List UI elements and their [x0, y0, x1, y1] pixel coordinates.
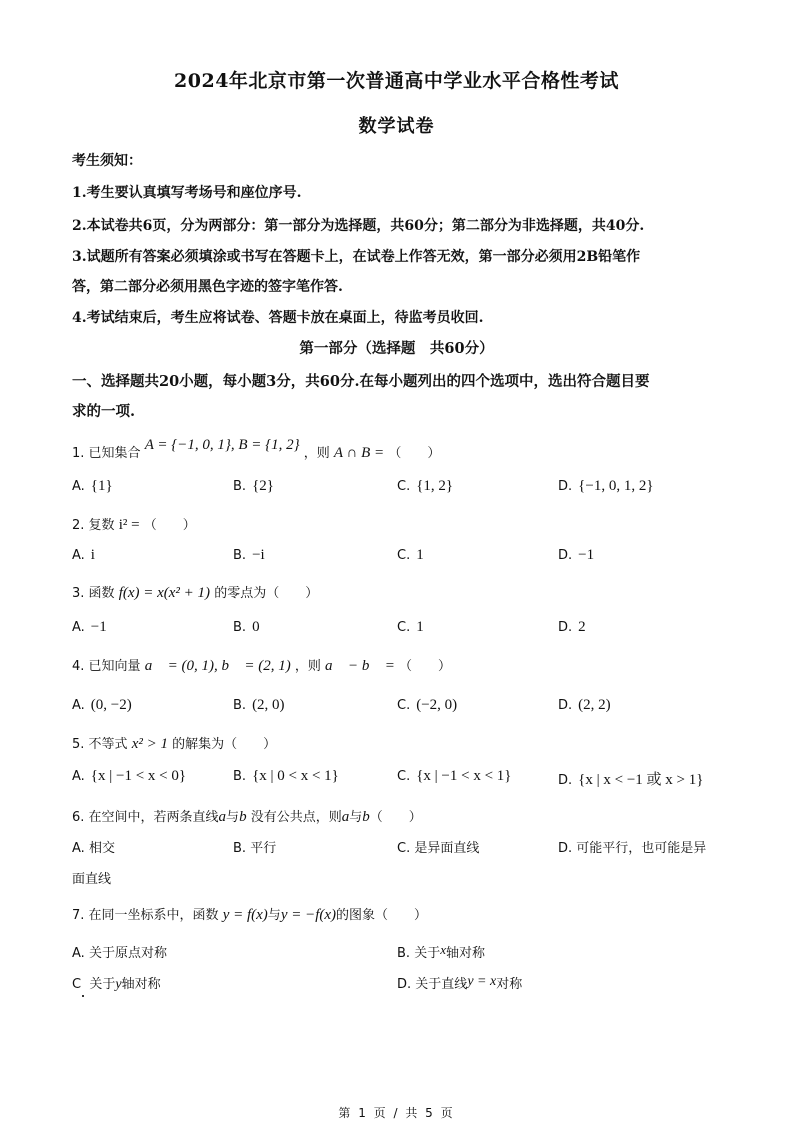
question-7-option-d: D. 关于直线y = x对称 [397, 974, 523, 992]
question-3-option-a: A. −1 [72, 619, 107, 635]
stem-math: f(x) = x(x² + 1) [118, 585, 211, 601]
stem-text: （ ） [399, 659, 452, 674]
notice-item-3-cont: 答，第二部分必须用黑色字迹的签字笔作答. [72, 279, 343, 295]
question-3-option-b: B. 0 [233, 619, 260, 635]
stem-math: a [218, 809, 227, 825]
question-5-option-c: C. {x | −1 < x < 1} [397, 768, 512, 784]
question-6-option-a: A. 相交 [72, 841, 115, 856]
question-6-stem [72, 806, 422, 826]
stem-math: A = {−1, 0, 1}, B = {1, 2} [144, 437, 300, 453]
question-4-option-a: A. (0, −2) [72, 697, 132, 713]
question-4-option-d: D. (2, 2) [558, 697, 611, 713]
stem-text: 7. 在同一坐标系中，函数 [72, 908, 219, 923]
question-7-option-b: B. 关于x轴对称 [397, 942, 486, 961]
stem-text: 的图象（ ） [336, 908, 428, 923]
question-5-stem [72, 733, 276, 753]
question-2-option-b: B. −i [233, 547, 265, 563]
question-2-option-d: D. −1 [558, 547, 595, 563]
question-2-option-a: A. i [72, 547, 95, 563]
question-7-stem [72, 904, 427, 924]
stem-text: 1. 已知集合 [72, 446, 141, 461]
question-1-stem [72, 437, 441, 462]
question-3-option-c: C. 1 [397, 619, 424, 635]
notice-heading: 考生须知： [72, 153, 142, 169]
question-4-stem [72, 655, 451, 675]
question-2-option-c: C. 1 [397, 547, 424, 563]
question-5-option-d: D. {x | x < −1 或 x > 1} [558, 772, 704, 788]
stem-math: y = f(x) [222, 907, 268, 923]
question-1-option-d: D. {−1, 0, 1, 2} [558, 478, 654, 494]
section-instruction: 一、选择题共20小题，每小题3分，共60分.在每小题列出的四个选项中，选出符合题目要 [72, 373, 650, 390]
stem-text: 与 [267, 908, 281, 923]
question-7-option-c: C 关于y轴对称 [72, 977, 161, 992]
stem-text: 2. 复数 [72, 518, 115, 533]
stem-text: 的零点为（ ） [214, 586, 319, 601]
question-6-option-d: D. 可能平行，也可能是异 [558, 841, 707, 856]
question-4-option-c: C. (−2, 0) [397, 697, 458, 713]
stem-math: x² > 1 [131, 736, 168, 752]
stem-text: （ ） [369, 810, 422, 825]
stray-mark [82, 995, 84, 997]
stem-text: 4. 已知向量 [72, 659, 141, 674]
stem-math: i² = [118, 517, 140, 533]
exam-subtitle: 数学试卷 [358, 116, 435, 137]
stem-math: a⃗ = (0, 1), b⃗ = (2, 1) [144, 658, 291, 674]
notice-item-3: 3.试题所有答案必须填涂或书写在答题卡上，在试卷上作答无效，第一部分必须用2B铅笔作 [72, 249, 641, 265]
exam-title: 2024年北京市第一次普通高中学业水平合格性考试 [174, 70, 619, 92]
stem-math: A ∩ B = [333, 445, 385, 461]
section-title: 第一部分（选择题 共60分） [299, 340, 494, 357]
question-1-option-a: A. {1} [72, 478, 113, 494]
question-6-option-c: C. 是异面直线 [397, 841, 480, 856]
question-3-stem [72, 582, 318, 602]
stem-math: a⃗ − b⃗ = [325, 658, 395, 674]
stem-text: 5. 不等式 [72, 737, 128, 752]
question-3-option-d: D. 2 [558, 619, 586, 635]
stem-math: a [341, 809, 350, 825]
stem-math: y = −f(x) [280, 907, 337, 923]
stem-text: ，则 [303, 446, 330, 461]
question-6-option-b: B. 平行 [233, 841, 277, 856]
stem-text: 与 [349, 810, 363, 825]
stem-text: 3. 函数 [72, 586, 115, 601]
stem-text: 6. 在空间中，若两条直线 [72, 810, 219, 825]
stem-math: b [239, 809, 247, 825]
section-instruction-cont: 求的一项. [72, 403, 136, 420]
page-indicator: 第 1 页 / 共 5 页 [338, 1106, 455, 1120]
stem-text: 的解集为（ ） [172, 737, 277, 752]
notice-item-2: 2.本试卷共6页，分为两部分：第一部分为选择题，共60分；第二部分为非选择题，共40分. [72, 218, 645, 234]
question-2-stem [72, 514, 196, 534]
question-1-option-b: B. {2} [233, 478, 274, 494]
stem-math: b [362, 809, 370, 825]
notice-item-4: 4.考试结束后，考生应将试卷、答题卡放在桌面上，待监考员收回. [72, 310, 484, 326]
stem-text: 与 [226, 810, 240, 825]
question-1-option-c: C. {1, 2} [397, 478, 454, 494]
question-5-option-a: A. {x | −1 < x < 0} [72, 768, 187, 784]
stem-text: ，则 [294, 659, 321, 674]
stem-text: （ ） [143, 518, 196, 533]
question-7-option-a: A. 关于原点对称 [72, 946, 167, 961]
stem-text: （ ） [388, 446, 441, 461]
question-6-option-d-wrap: 面直线 [72, 872, 112, 887]
question-5-option-b: B. {x | 0 < x < 1} [233, 768, 339, 784]
stem-text: 没有公共点，则 [250, 810, 342, 825]
question-4-option-b: B. (2, 0) [233, 697, 285, 713]
notice-item-1: 1.考生要认真填写考场号和座位序号. [72, 185, 302, 201]
